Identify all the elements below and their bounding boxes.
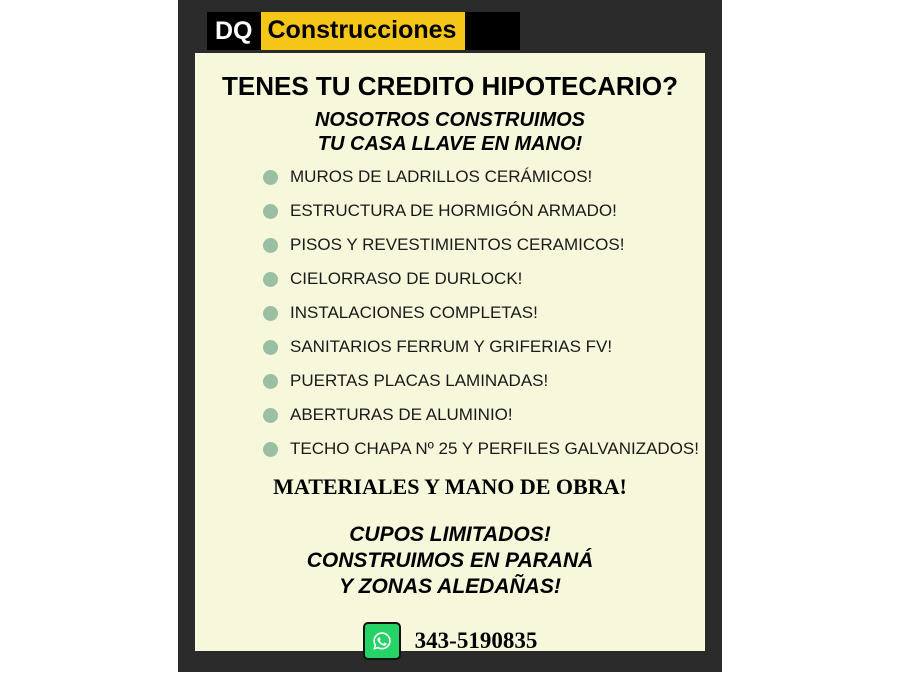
feature-label: SANITARIOS FERRUM Y GRIFERIAS FV! — [290, 337, 613, 357]
feature-list — [207, 167, 699, 460]
feature-label: TECHO CHAPA Nº 25 Y PERFILES GALVANIZADOS! — [290, 439, 699, 459]
whatsapp-icon — [363, 622, 401, 660]
closing-line-1: CUPOS LIMITADOS! — [349, 522, 551, 546]
materials-note: MATERIALES Y MANO DE OBRA! — [273, 473, 627, 499]
list-item — [263, 269, 693, 290]
bullet-dot-icon — [263, 306, 278, 321]
feature-label: INSTALACIONES COMPLETAS! — [290, 303, 538, 323]
brand-logo-bar — [207, 12, 520, 50]
bullet-dot-icon — [263, 238, 278, 253]
phone-number[interactable]: 343-5190835 — [414, 627, 538, 653]
list-item — [263, 439, 699, 460]
subheadline-line-2: TU CASA LLAVE EN MANO! — [317, 133, 583, 156]
bullet-dot-icon — [263, 204, 278, 219]
closing-line-3: Y ZONAS ALEDAÑAS! — [339, 574, 561, 598]
poster-headline: TENES TU CREDITO HIPOTECARIO? — [222, 71, 678, 101]
bullet-dot-icon — [263, 170, 278, 185]
feature-label: ABERTURAS DE ALUMINIO! — [290, 405, 513, 425]
feature-label: PISOS Y REVESTIMIENTOS CERAMICOS! — [290, 235, 625, 255]
feature-label: ESTRUCTURA DE HORMIGÓN ARMADO! — [290, 201, 617, 221]
bullet-dot-icon — [263, 408, 278, 423]
feature-label: PUERTAS PLACAS LAMINADAS! — [290, 371, 549, 391]
closing-block — [207, 522, 693, 600]
list-item — [263, 167, 693, 188]
feature-label: MUROS DE LADRILLOS CERÁMICOS! — [290, 167, 593, 187]
closing-line-2: CONSTRUIMOS EN PARANÁ — [306, 548, 594, 572]
contact-row — [207, 622, 693, 660]
bullet-dot-icon — [263, 272, 278, 287]
subheadline-line-1: NOSOTROS CONSTRUIMOS — [314, 109, 585, 131]
list-item — [263, 303, 693, 324]
feature-label: CIELORRASO DE DURLOCK! — [290, 269, 523, 289]
poster-subheadline — [207, 108, 693, 157]
logo-wordmark: Construcciones — [261, 12, 466, 50]
list-item — [263, 337, 693, 358]
logo-mark: DQ — [215, 16, 253, 45]
list-item — [263, 371, 693, 392]
list-item — [263, 201, 693, 222]
list-item — [263, 405, 693, 426]
list-item — [263, 235, 693, 256]
bullet-dot-icon — [263, 442, 278, 457]
bullet-dot-icon — [263, 340, 278, 355]
poster-body-panel — [195, 53, 705, 651]
bullet-dot-icon — [263, 374, 278, 389]
